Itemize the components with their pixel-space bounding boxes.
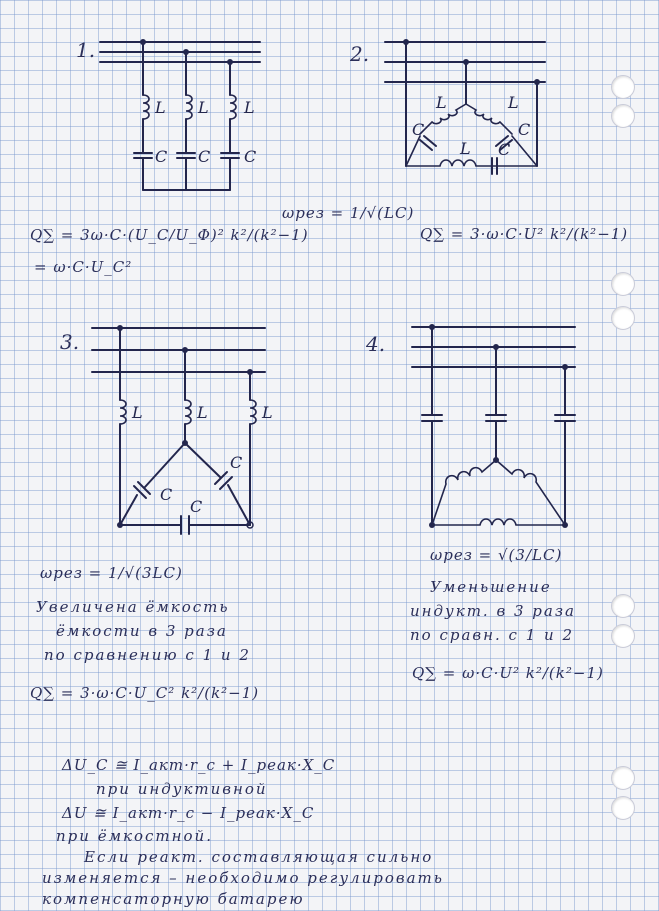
d3-capacitor-label-2: C: [230, 453, 243, 472]
formula-omega-4: ωрез = √(3/LC): [430, 546, 563, 564]
d3-capacitor-label-3: C: [190, 497, 203, 516]
formula-omega-3: ωрез = 1/√(3LC): [40, 564, 183, 582]
final-note-line-2: изменяется – необходимо регулировать: [42, 869, 444, 887]
note-4-line-2: индукт. в 3 раза: [410, 602, 576, 620]
final-note-line-1: Если реакт. составляющая сильно: [84, 848, 434, 866]
formula-q3: Q∑ = 3·ω·C·U_C² k²/(k²−1): [30, 684, 260, 702]
d2-inductor-label-1: L: [436, 93, 447, 112]
note-3-line-3: по сравнению с 1 и 2: [44, 646, 251, 664]
d1-inductor-label-1: L: [155, 98, 166, 117]
d3-inductor-label-2: L: [197, 403, 208, 422]
d2-capacitor-label-1: C: [412, 120, 425, 139]
diagram-3-number: 3.: [60, 330, 80, 354]
d2-capacitor-label-3: C: [498, 140, 511, 159]
formula-q1-result: = ω·C·U_C²: [34, 258, 133, 276]
note-capacitive: при ёмкостной.: [56, 827, 213, 845]
d1-capacitor-label-3: C: [244, 147, 257, 166]
note-4-line-3: по сравн. с 1 и 2: [410, 626, 575, 644]
formula-du-inductive: ΔU_C ≅ I_акт·r_c + I_реак·X_C: [62, 756, 336, 774]
formula-omega-1: ωрез = 1/√(LC): [282, 204, 415, 222]
d1-capacitor-label-2: C: [198, 147, 211, 166]
final-note-line-3: компенсаторную батарею: [42, 890, 305, 908]
note-4-line-1: Уменьшение: [430, 578, 552, 596]
diagram-3-circuit: [92, 325, 265, 534]
formula-du-capacitive: ΔU ≅ I_акт·r_c − I_реак·X_C: [62, 804, 315, 822]
note-inductive: при индуктивной: [96, 780, 268, 798]
diagram-1-circuit: [100, 39, 260, 190]
d1-inductor-label-3: L: [244, 98, 255, 117]
formula-q2: Q∑ = 3·ω·C·U² k²/(k²−1): [420, 225, 629, 243]
diagram-4-circuit: [412, 324, 575, 528]
d1-capacitor-label-1: C: [155, 147, 168, 166]
d1-inductor-label-2: L: [198, 98, 209, 117]
diagram-2-number: 2.: [350, 42, 370, 66]
d3-inductor-label-3: L: [262, 403, 273, 422]
formula-q4: Q∑ = ω·C·U² k²/(k²−1): [412, 664, 604, 682]
formula-q1: Q∑ = 3ω·C·(U_C/U_Φ)² k²/(k²−1): [30, 226, 309, 244]
note-3-line-1: Увеличена ёмкость: [36, 598, 230, 616]
diagram-4-number: 4.: [366, 332, 386, 356]
note-3-line-2: ёмкости в 3 раза: [56, 622, 228, 640]
d2-inductor-label-2: L: [508, 93, 519, 112]
diagram-1-number: 1.: [76, 38, 96, 62]
d3-inductor-label-1: L: [132, 403, 143, 422]
d2-inductor-label-3: L: [460, 139, 471, 158]
d3-capacitor-label-1: C: [160, 485, 173, 504]
d2-capacitor-label-2: C: [518, 120, 531, 139]
